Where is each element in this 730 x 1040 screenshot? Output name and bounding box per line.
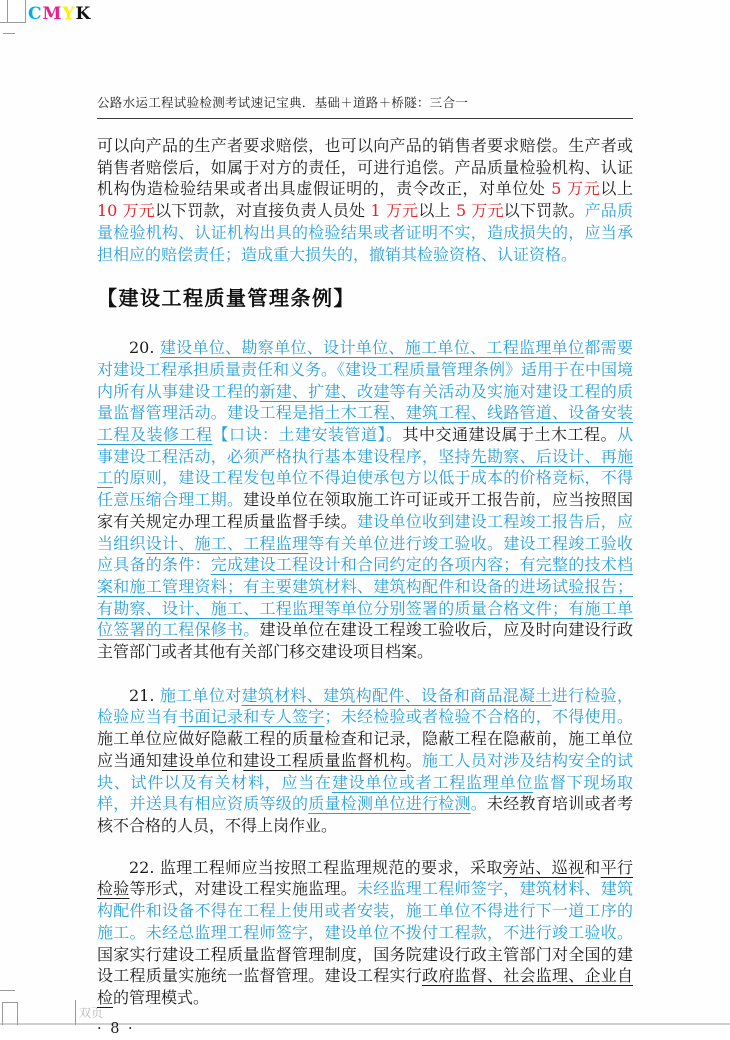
text-segment: 未经教育培训或者考核不合格的人员，不得上岗作业。 bbox=[97, 794, 633, 835]
text-segment: 【口诀：土建安装管道】。 bbox=[212, 425, 403, 445]
text-segment: 建设单位或者工程监理单位 bbox=[331, 772, 534, 792]
text-segment: 1 万元 bbox=[370, 201, 419, 221]
text-segment: 以上 bbox=[418, 201, 456, 221]
section-heading: 【建设工程质量管理条例】 bbox=[97, 286, 355, 311]
text-segment: 。 bbox=[405, 750, 422, 770]
cmyk-letter: M bbox=[42, 4, 63, 24]
page-number: · 8 · bbox=[97, 1020, 135, 1037]
text-segment: 国家实行建设工程质量监督管理制度，国务院建设行政主管部门对全国的建设工程质量实施统一监督管理。建设工程实行 bbox=[97, 944, 633, 986]
text-segment: 等形式，对建设工程实施监理。 bbox=[129, 879, 357, 899]
text-segment: 监督下现场取样，并送具有相应资质等级的 bbox=[97, 772, 633, 814]
text-segment: 从事建设工程活动，必须严格执行基本建设程序，坚持 bbox=[97, 425, 633, 466]
paragraph-continuation bbox=[97, 135, 633, 265]
text-segment: 都需要对建设工程承担质量责任和义务。《建设工程质量管理条例》适用于在中国境内所有从事建设工程的 bbox=[97, 338, 634, 401]
text-segment: 和 bbox=[584, 857, 601, 877]
text-segment: 21. bbox=[129, 685, 160, 705]
paragraph-item-21 bbox=[97, 685, 633, 837]
cmyk-letter: Y bbox=[62, 4, 76, 24]
text-segment: 等有关活动及实施对建设工程的质量监督管理活动。建设工程是指 bbox=[97, 381, 633, 423]
text-segment: 10 万元 bbox=[97, 201, 155, 221]
text-segment: 建设单位收到建设工程竣工报告后，应当组织 bbox=[97, 511, 633, 553]
text-segment: 书面记录和专人签字 bbox=[178, 707, 325, 727]
text-segment: 以下罚款。 bbox=[503, 201, 585, 221]
text-segment: 产品质量检验机构、认证机构出具的检验结果或者证明不实，造成损失的，应当承担相应的赔偿责任；造成重大损失的，撤销其检验资格、认证资格。 bbox=[97, 201, 633, 264]
text-segment: 其中交通建设属于土木工程。 bbox=[402, 425, 617, 445]
text-segment: 。 bbox=[243, 620, 260, 640]
text-segment: 5 万元 bbox=[551, 179, 601, 199]
paragraph-item-22 bbox=[97, 857, 633, 1009]
crop-mark bbox=[0, 990, 15, 991]
cmyk-letter: K bbox=[75, 4, 92, 24]
text-segment: 建设单位在领取施工许可证或开工报告前，应当按照国家有关规定办理工程质量监督手续。 bbox=[97, 490, 633, 531]
text-segment: 等有关单位进行竣工验收。建设工程竣工验收应具备的条件： bbox=[97, 533, 633, 575]
page-spread-label: 双页 bbox=[79, 1006, 104, 1020]
text-segment: 设计、施工、工程监理 bbox=[145, 533, 309, 553]
text-segment: ；未经检验或者检验不合格的，不得使用。 bbox=[324, 707, 633, 727]
text-segment: 进行检验，检验应当有 bbox=[97, 685, 633, 727]
text-segment: 先勘察、后设计、再施工 bbox=[97, 446, 633, 488]
text-segment: 施工单位对 bbox=[159, 685, 242, 705]
text-segment: 建设工程质量监督机构 bbox=[243, 750, 406, 770]
text-segment: 未经监理工程师签字，建筑材料、建筑构配件和设备不得在工程上使用或者安装，施工单位不得进行下一道工序的施工。未经总监理工程师签字，建设单位不拨付工程款，不进行竣工验收。 bbox=[97, 879, 633, 942]
crop-mark bbox=[25, 0, 26, 22]
text-segment: 的管理模式。 bbox=[113, 987, 210, 1007]
text-segment: 和 bbox=[227, 750, 244, 770]
crop-mark bbox=[2, 1002, 18, 1025]
text-segment: 的原则，建设工程发包单位不得迫使承包方以低于成本的价格竞标，不得任意压缩合理工期。 bbox=[97, 468, 633, 510]
text-segment: 完成建设工程设计和合同约定的各项内容；有完整的技术档案和施工管理资料；有主要建筑材料、建筑构配件和设备的进场试验报告；有勘察、设计、施工、工程监理等单位分别签署的质量合格文件；有施工单位签署的工程保修书 bbox=[97, 555, 633, 640]
text-segment: 建设单位 bbox=[162, 750, 227, 770]
paragraph-item-20 bbox=[97, 337, 633, 663]
text-segment: 5 万元 bbox=[455, 201, 504, 221]
crop-mark bbox=[3, 33, 15, 34]
text-segment: 20. bbox=[129, 338, 160, 358]
text-segment: 可以向产品的生产者要求赔偿，也可以向产品的销售者要求赔偿。生产者或销售者赔偿后，如属于对方的责任，可进行追偿。产品质量检验机构、认证机构伪造检验结果或者出具虚假证明的，责令改正，对单位处 bbox=[97, 136, 633, 199]
text-segment: 政府监督、社会监理、企业自检 bbox=[97, 966, 633, 1007]
text-segment: 22. 监理工程师应当按照工程监理规范的要求，采取 bbox=[129, 857, 503, 877]
running-header: 公路水运工程试验检测考试速记宝典．基础＋道路＋桥隧：三合一 bbox=[97, 95, 469, 110]
page-content bbox=[97, 93, 633, 1040]
text-segment: 土木工程、建筑工程、线路管道、设备安装工程及装修工程 bbox=[97, 403, 633, 445]
text-segment: 平行检验 bbox=[97, 857, 633, 899]
text-segment: 以上 bbox=[600, 179, 633, 199]
text-segment: 旁站、巡视 bbox=[502, 857, 585, 877]
text-segment: 新建、扩建、改建 bbox=[259, 381, 390, 401]
crop-mark bbox=[0, 22, 26, 23]
text-segment: 以下罚款，对直接负责人员处 bbox=[154, 201, 371, 221]
text-segment: 。 bbox=[470, 794, 487, 814]
crop-mark bbox=[75, 1000, 76, 1025]
text-segment: 施工人员对涉及结构安全的试块、试件以及有关材料，应当在 bbox=[97, 750, 633, 792]
text-segment: 质量检测单位进行检测 bbox=[308, 794, 471, 814]
text-segment: 施工单位应做好隐蔽工程的质量检查和记录，隐蔽工程在隐蔽前，施工单位应当通知 bbox=[97, 729, 633, 770]
text-segment: 建设单位、勘察单位、设计单位、施工单位、工程监理单位 bbox=[159, 338, 585, 358]
header-rule bbox=[97, 118, 633, 119]
text-segment: 建设单位在建设工程竣工验收后，应及时向建设行政主管部门或者其他有关部门移交建设项目档案。 bbox=[97, 620, 633, 662]
text-segment: 建筑材料、建筑构配件、设备和商品混凝土 bbox=[241, 685, 552, 705]
cmyk-letter: C bbox=[28, 4, 43, 24]
cmyk-print-label bbox=[28, 4, 91, 24]
body-text bbox=[97, 135, 633, 1040]
crop-mark bbox=[7, 0, 8, 22]
